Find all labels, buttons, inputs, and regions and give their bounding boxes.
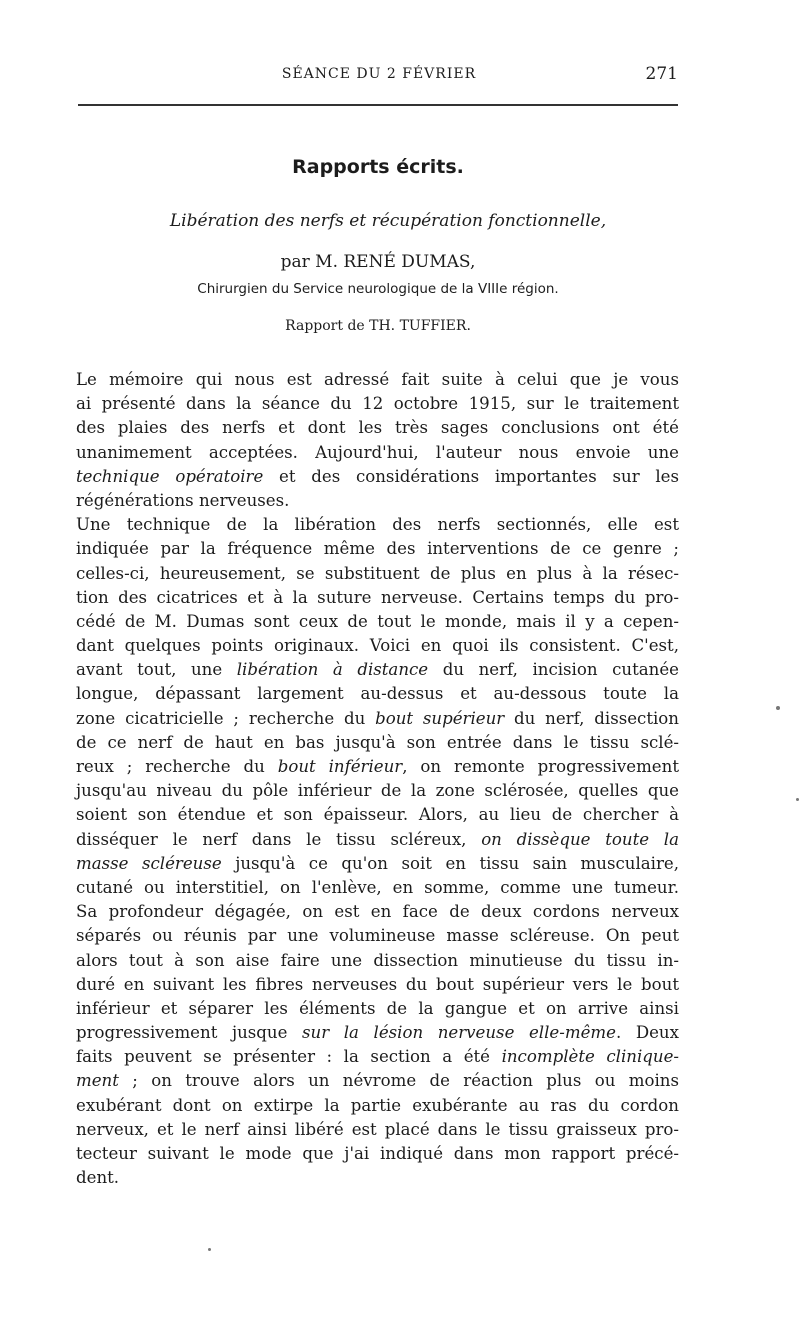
text-line: Une technique de la libération des nerfs sectionnés, elle est: [76, 515, 679, 535]
text-line: régénérations nerveuses.: [76, 490, 290, 510]
text-line: celles-ci, heureusement, se substituent de plus en plus à la résec-: [76, 563, 679, 583]
text-line: zone cicatricielle ; recherche du bout supérieur du nerf, dissection: [76, 708, 679, 728]
report-attribution: Rapport de TH. TUFFIER.: [285, 318, 471, 334]
text-line: alors tout à son aise faire une dissection minutieuse du tissu in-: [76, 950, 679, 970]
italic-phrase: sur la lésion nerveuse elle-même: [302, 1023, 616, 1043]
running-head: [78, 64, 680, 88]
text-line: de ce nerf de haut en bas jusqu'à son entrée dans le tissu sclé-: [76, 732, 679, 752]
article-title: Libération des nerfs et récupération fonctionnelle,: [169, 211, 607, 231]
text-line: Le mémoire qui nous est adressé fait suite à celui que je vous: [76, 370, 679, 389]
text-line: ment ; on trouve alors un névrome de réaction plus ou moins: [76, 1071, 679, 1091]
text-line: indiquée par la fréquence même des interventions de ce genre ;: [76, 539, 679, 559]
text-line: dant quelques points originaux. Voici en quoi ils consistent. C'est,: [76, 636, 679, 656]
text-line: masse scléreuse jusqu'à ce qu'on soit en tissu sain musculaire,: [76, 853, 680, 873]
text-line: avant tout, une libération à distance du nerf, incision cutanée: [76, 660, 679, 680]
print-speck: [776, 706, 780, 710]
text-line: disséquer le nerf dans le tissu scléreux, on dissèque toute la: [76, 829, 679, 849]
text-line: jusqu'au niveau du pôle inférieur de la zone sclérosée, quelles que: [76, 781, 679, 801]
text-line: progressivement jusque sur la lésion nerveuse elle-même. Deux: [76, 1023, 679, 1043]
italic-phrase: technique opératoire: [76, 466, 264, 486]
text-line: inférieur et séparer les éléments de la gangue et on arrive ainsi: [76, 998, 679, 1018]
italic-phrase: libération à distance: [236, 660, 429, 680]
italic-phrase: ment: [76, 1071, 119, 1091]
print-speck: [208, 1248, 211, 1251]
byline-text: par M. RENÉ DUMAS,: [280, 252, 476, 272]
text-line: soient son étendue et son épaisseur. Alors, au lieu de chercher à: [76, 805, 679, 825]
text-line: technique opératoire et des considérations importantes sur les: [76, 466, 679, 486]
author-affiliation: Chirurgien du Service neurologique de la VIIIe région.: [197, 281, 559, 297]
text-line: faits peuvent se présenter : la section a été incomplète clinique-: [76, 1047, 679, 1067]
text-line: nerveux, et le nerf ainsi libéré est placé dans le tissu graisseux pro-: [76, 1119, 679, 1139]
section-title: Rapports écrits.: [292, 156, 464, 178]
text-line: duré en suivant les fibres nerveuses du bout supérieur vers le bout: [76, 974, 679, 994]
text-line: cédé de M. Dumas sont ceux de tout le monde, mais il y a cepen-: [76, 611, 679, 631]
text-line: unanimement acceptées. Aujourd'hui, l'auteur nous envoie une: [76, 442, 679, 462]
print-speck: [796, 798, 799, 801]
text-line: longue, dépassant largement au-dessus et au-dessous toute la: [76, 684, 679, 704]
italic-phrase: bout supérieur: [375, 708, 505, 728]
text-line: des plaies des nerfs et dont les très sages conclusions ont été: [76, 418, 679, 438]
italic-phrase: on dissèque toute la: [481, 829, 679, 849]
italic-phrase: bout inférieur: [277, 757, 403, 776]
page-number: 271: [645, 64, 678, 84]
text-line: séparés ou réunis par une volumineuse masse scléreuse. On peut: [76, 926, 679, 946]
text-line: tecteur suivant le mode que j'ai indiqué dans mon rapport précé-: [76, 1144, 679, 1163]
italic-phrase: incomplète clinique-: [501, 1047, 679, 1067]
text-line: Sa profondeur dégagée, on est en face de deux cordons nerveux: [76, 902, 679, 922]
article-byline: [0, 252, 756, 272]
text-line: dent.: [76, 1168, 120, 1188]
running-title: SÉANCE DU 2 FÉVRIER: [281, 66, 477, 82]
header-rule: [78, 104, 678, 106]
text-line: ai présenté dans la séance du 12 octobre 1915, sur le traitement: [76, 394, 679, 414]
text-line: tion des cicatrices et à la suture nerveuse. Certains temps du pro-: [76, 587, 679, 607]
text-line: exubérant dont on extirpe la partie exubérante au ras du cordon: [76, 1095, 679, 1115]
text-line: reux ; recherche du bout inférieur, on remonte progressivement: [76, 757, 679, 776]
body-text: [76, 368, 679, 1190]
text-line: cutané ou interstitiel, on l'enlève, en somme, comme une tumeur.: [76, 877, 679, 897]
italic-phrase: masse scléreuse: [76, 853, 222, 873]
